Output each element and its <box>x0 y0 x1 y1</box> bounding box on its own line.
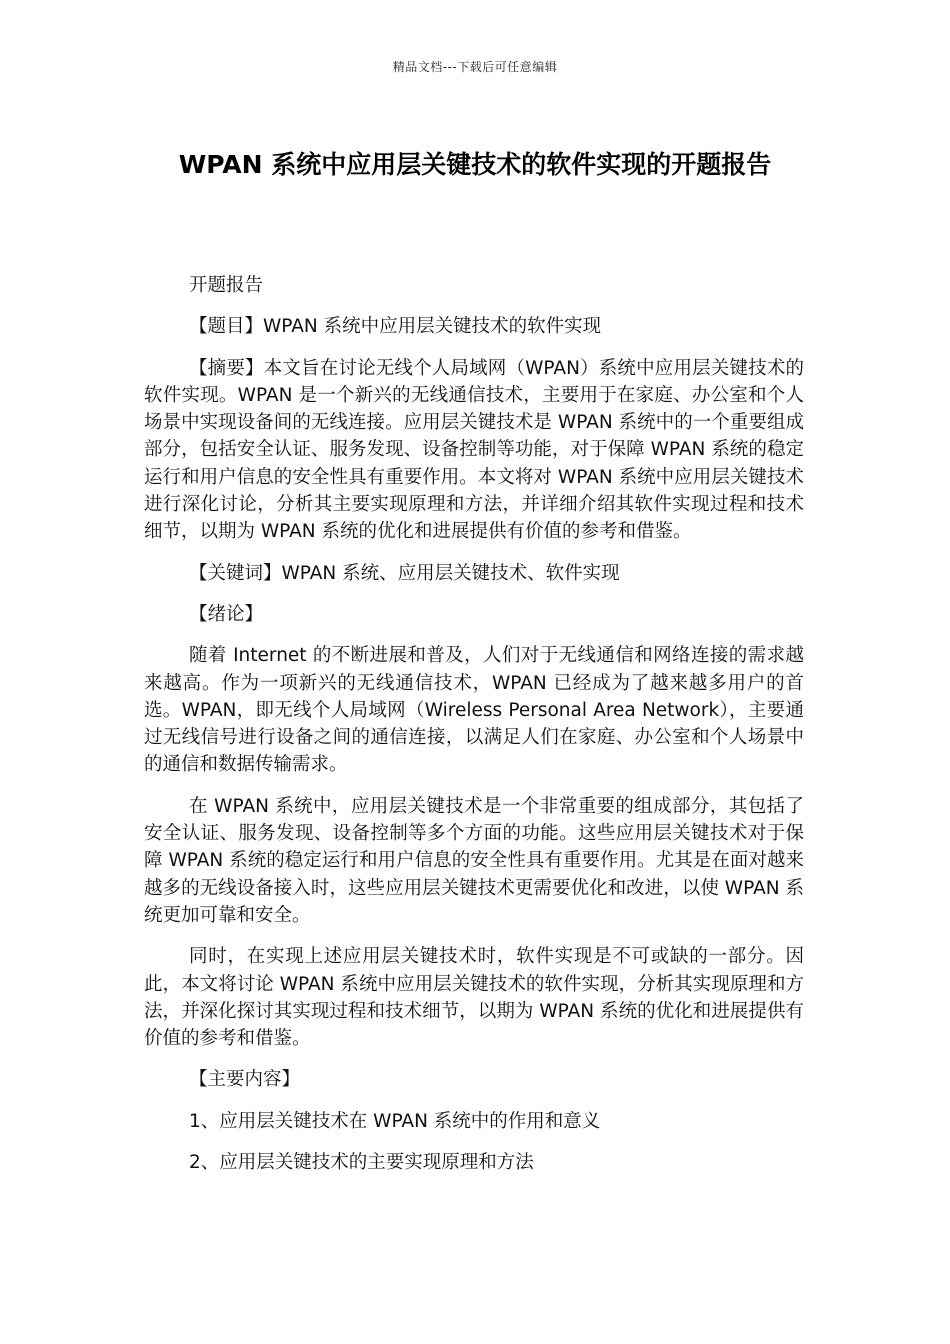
paragraph-topic: 【题目】WPAN 系统中应用层关键技术的软件实现 <box>189 316 602 338</box>
paragraph-introduction-heading: 【绪论】 <box>189 603 264 625</box>
paragraph-keywords: 【关键词】WPAN 系统、应用层关键技术、软件实现 <box>189 562 620 584</box>
paragraph-intro-1: 随着 Internet 的不断进展和普及，人们对于无线通信和网络连接的需求越来越高。作为一项新兴的无线通信技术，WPAN 已经成为了越来越多用户的首选。WPAN，即无线个人局域网（Wireless Personal Area Network），主要通过无线信号进行设备之间的通信连接，以满足人们在家庭、办公室和个人场景中的通信和数据传输需求。 <box>144 645 804 776</box>
paragraph-intro-3: 同时，在实现上述应用层关键技术时，软件实现是不可或缺的一部分。因此，本文将讨论 WPAN 系统中应用层关键技术的软件实现，分析其实现原理和方法，并深化探讨其实现过程和技术细节，以期为 WPAN 系统的优化和进展提供有价值的参考和借鉴。 <box>144 946 804 1050</box>
document-title: WPAN 系统中应用层关键技术的软件实现的开题报告 <box>178 150 772 179</box>
document-body <box>144 272 804 1190</box>
paragraph-main-content-heading: 【主要内容】 <box>189 1069 301 1091</box>
list-item-2: 2、应用层关键技术的主要实现原理和方法 <box>189 1152 534 1174</box>
paragraph-abstract: 【摘要】本文旨在讨论无线个人局域网（WPAN）系统中应用层关键技术的软件实现。WPAN 是一个新兴的无线通信技术，主要用于在家庭、办公室和个人场景中实现设备间的无线连接。应用层关键技术是 WPAN 系统中的一个重要组成部分，包括安全认证、服务发现、设备控制等功能，对于保障 WPAN 系统的稳定运行和用户信息的安全性具有重要作用。本文将对 WPAN 系统中应用层关键技术进行深化讨论，分析其主要实现原理和方法，并详细介绍其软件实现过程和技术细节，以期为 WPAN 系统的优化和进展提供有价值的参考和借鉴。 <box>144 357 804 543</box>
list-item-1: 1、应用层关键技术在 WPAN 系统中的作用和意义 <box>189 1110 601 1132</box>
header-note: 精品文档---下载后可任意编辑 <box>392 60 558 74</box>
paragraph-report-label: 开题报告 <box>189 275 264 296</box>
paragraph-intro-2: 在 WPAN 系统中，应用层关键技术是一个非常重要的组成部分，其包括了安全认证、服务发现、设备控制等多个方面的功能。这些应用层关键技术对于保障 WPAN 系统的稳定运行和用户信息的安全性具有重要作用。尤其是在面对越来越多的无线设备接入时，这些应用层关键技术更需要优化和改进，以使 WPAN 系统更加可靠和安全。 <box>144 795 804 926</box>
